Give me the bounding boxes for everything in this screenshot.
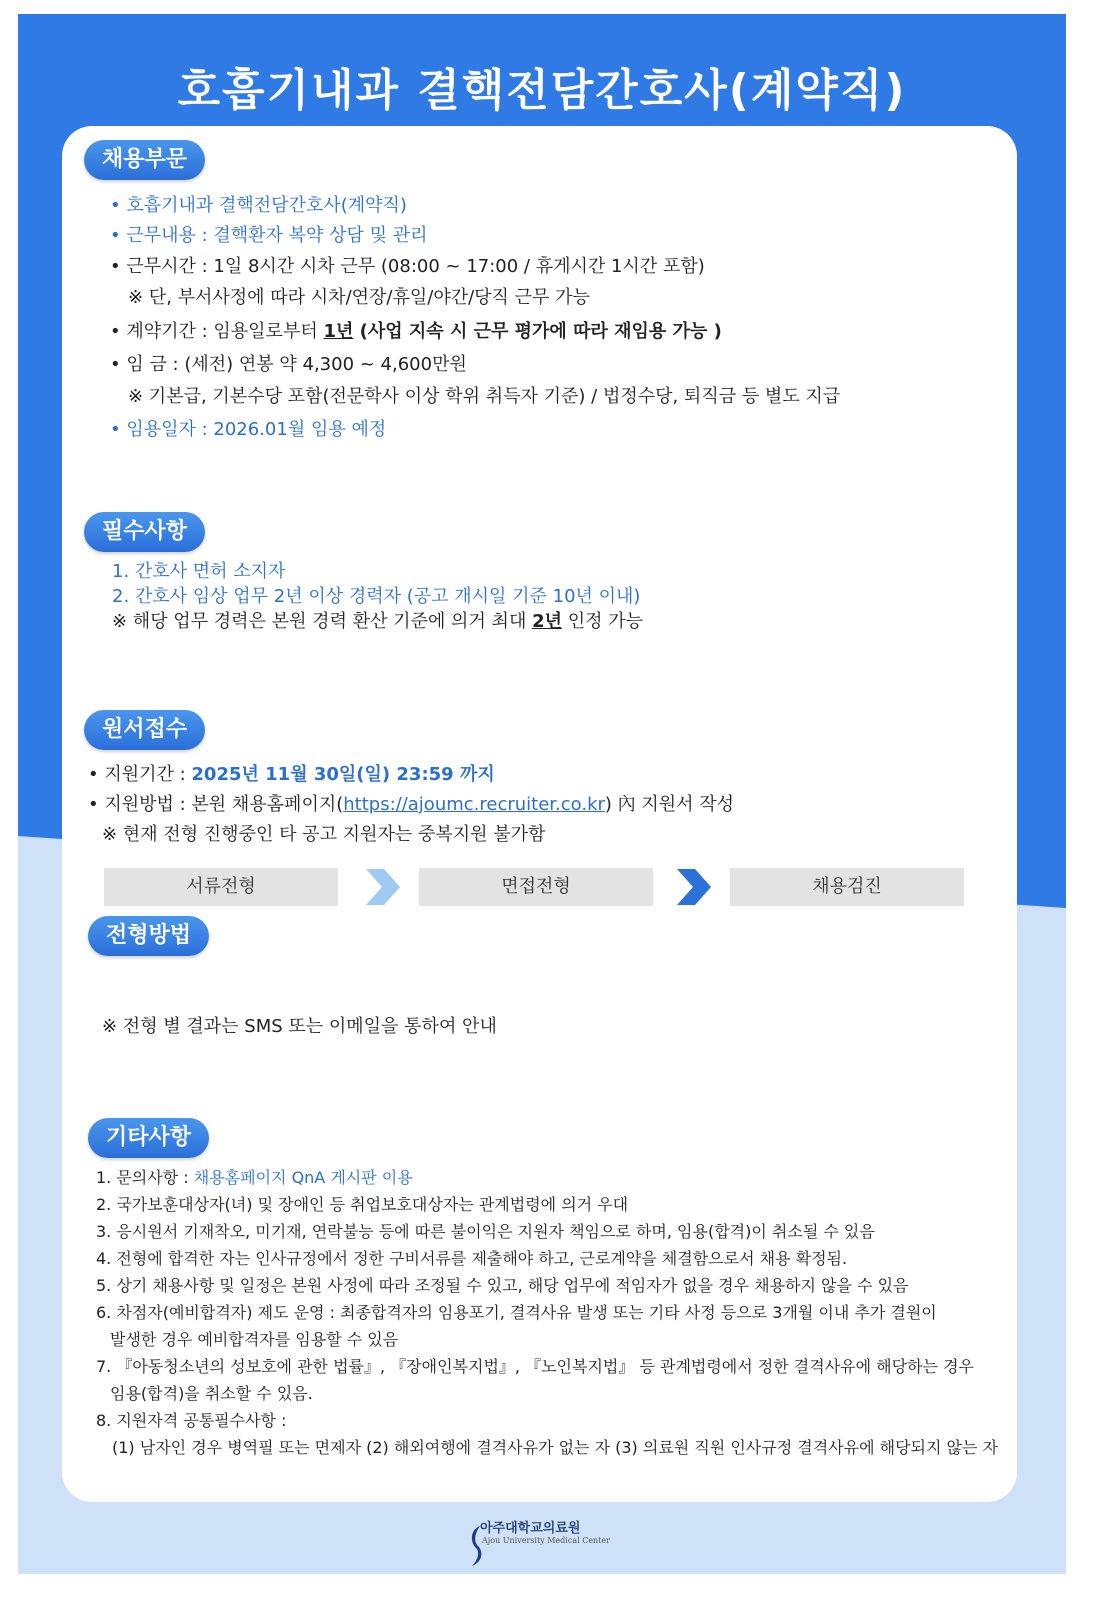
- contract-term: 1년: [323, 321, 354, 342]
- step-document: 서류전형: [104, 868, 338, 906]
- section-header-application: 원서접수: [84, 710, 205, 750]
- note-text: ※ 해당 업무 경력은 본원 경력 환산 기준에 의거 최대: [112, 611, 533, 632]
- chevron-right-icon: [364, 867, 402, 907]
- max-years: 2년: [532, 611, 562, 632]
- requirement-2: 2. 간호사 임상 업무 2년 이상 경력자 (공고 개시일 기준 10년 이내): [112, 586, 641, 607]
- inquiry-value: 채용홈페이지 QnA 게시판 이용: [193, 1168, 413, 1187]
- step-health-check: 채용검진: [730, 868, 964, 906]
- contract-renewal: (사업 지속 시 근무 평가에 따라 재임용 가능 ): [353, 321, 722, 342]
- section-header-process: 전형방법: [88, 916, 209, 956]
- etc-item-9: (1) 남자인 경우 병역필 또는 면제자 (2) 해외여행에 결격사유가 없는 자 (3) 의료원 직원 인사규정 결격사유에 해당되지 않는 자: [112, 1438, 998, 1457]
- requirement-1: 1. 간호사 면허 소지자: [112, 561, 286, 582]
- inquiry-label: 1. 문의사항 :: [96, 1168, 194, 1187]
- page-title: 호흡기내과 결핵전담간호사(계약직): [177, 65, 907, 116]
- etc-item-1: [96, 1165, 413, 1188]
- position-line: • 호흡기내과 결핵전담간호사(계약직): [110, 195, 407, 216]
- deadline: 2025년 11월 30일(일) 23:59 까지: [191, 764, 495, 785]
- logo-text-english: Ajou University Medical Center: [482, 1536, 610, 1545]
- application-note: ※ 현재 전형 진행중인 타 공고 지원자는 중복지원 불가함: [102, 824, 546, 845]
- contract-label: • 계약기간 : 임용일로부터: [110, 321, 324, 342]
- method-tail: ) 內 지원서 작성: [604, 794, 735, 815]
- salary-line: • 임 금 : (세전) 연봉 약 4,300 ~ 4,600만원: [110, 354, 467, 375]
- process-note: ※ 전형 별 결과는 SMS 또는 이메일을 통하여 안내: [102, 1016, 497, 1037]
- etc-item-2: 2. 국가보훈대상자(녀) 및 장애인 등 취업보호대상자는 관계법령에 의거 우대: [96, 1195, 629, 1214]
- period-label: • 지원기간 :: [88, 764, 192, 785]
- chevron-right-icon: [675, 867, 713, 907]
- etc-item-6-cont: 발생한 경우 예비합격자를 임용할 수 있음: [110, 1330, 399, 1349]
- etc-item-4: 4. 전형에 합격한 자는 인사규정에서 정한 구비서류를 제출해야 하고, 근로계약을 체결함으로서 채용 확정됨.: [96, 1249, 848, 1268]
- duty-line: • 근무내용 : 결핵환자 복약 상담 및 관리: [110, 225, 428, 246]
- recruit-link[interactable]: https://ajoumc.recruiter.co.kr: [343, 794, 605, 815]
- poster: [18, 14, 1066, 1574]
- etc-item-7: 7. 『아동청소년의 성보호에 관한 법률』, 『장애인복지법』, 『노인복지법』 등 관계법령에서 정한 결격사유에 해당하는 경우: [96, 1357, 974, 1376]
- section-header-requirements: 필수사항: [84, 512, 205, 552]
- etc-item-5: 5. 상기 채용사항 및 일정은 본원 사정에 따라 조정될 수 있고, 해당 업무에 적임자가 없을 경우 채용하지 않을 수 있음: [96, 1276, 909, 1295]
- requirement-note: [112, 607, 643, 633]
- salary-note: ※ 기본급, 기본수당 포함(전문학사 이상 학위 취득자 기준) / 법정수당, 퇴직금 등 별도 지급: [128, 386, 841, 407]
- application-method: [88, 790, 734, 816]
- etc-item-6: 6. 차점자(예비합격자) 제도 운영 : 최종합격자의 임용포기, 결격사유 발생 또는 기타 사정 등으로 3개월 이내 추가 결원이: [96, 1303, 937, 1322]
- logo-text-korean: 아주대학교의료원: [480, 1521, 581, 1536]
- work-hours-note: ※ 단, 부서사정에 따라 시차/연장/휴일/야간/당직 근무 가능: [128, 287, 590, 308]
- step-interview: 면접전형: [419, 868, 653, 906]
- contract-period-line: [110, 317, 722, 343]
- etc-item-7-cont: 임용(합격)을 취소할 수 있음.: [110, 1384, 313, 1403]
- etc-item-3: 3. 응시원서 기재착오, 미기재, 연락불능 등에 따른 불이익은 지원자 책임으로 하며, 임용(합격)이 취소될 수 있음: [96, 1222, 875, 1241]
- section-header-recruitment: 채용부문: [84, 140, 205, 180]
- work-hours-line: • 근무시간 : 1일 8시간 시차 근무 (08:00 ~ 17:00 / 휴게시간 1시간 포함): [110, 256, 705, 277]
- application-period: [88, 760, 495, 786]
- note-tail: 인정 가능: [561, 611, 643, 632]
- start-date-line: • 임용일자 : 2026.01월 임용 예정: [110, 419, 387, 440]
- etc-item-8: 8. 지원자격 공통필수사항 :: [96, 1411, 287, 1430]
- method-label: • 지원방법 : 본원 채용홈페이지(: [88, 794, 344, 815]
- section-header-etc: 기타사항: [88, 1118, 209, 1158]
